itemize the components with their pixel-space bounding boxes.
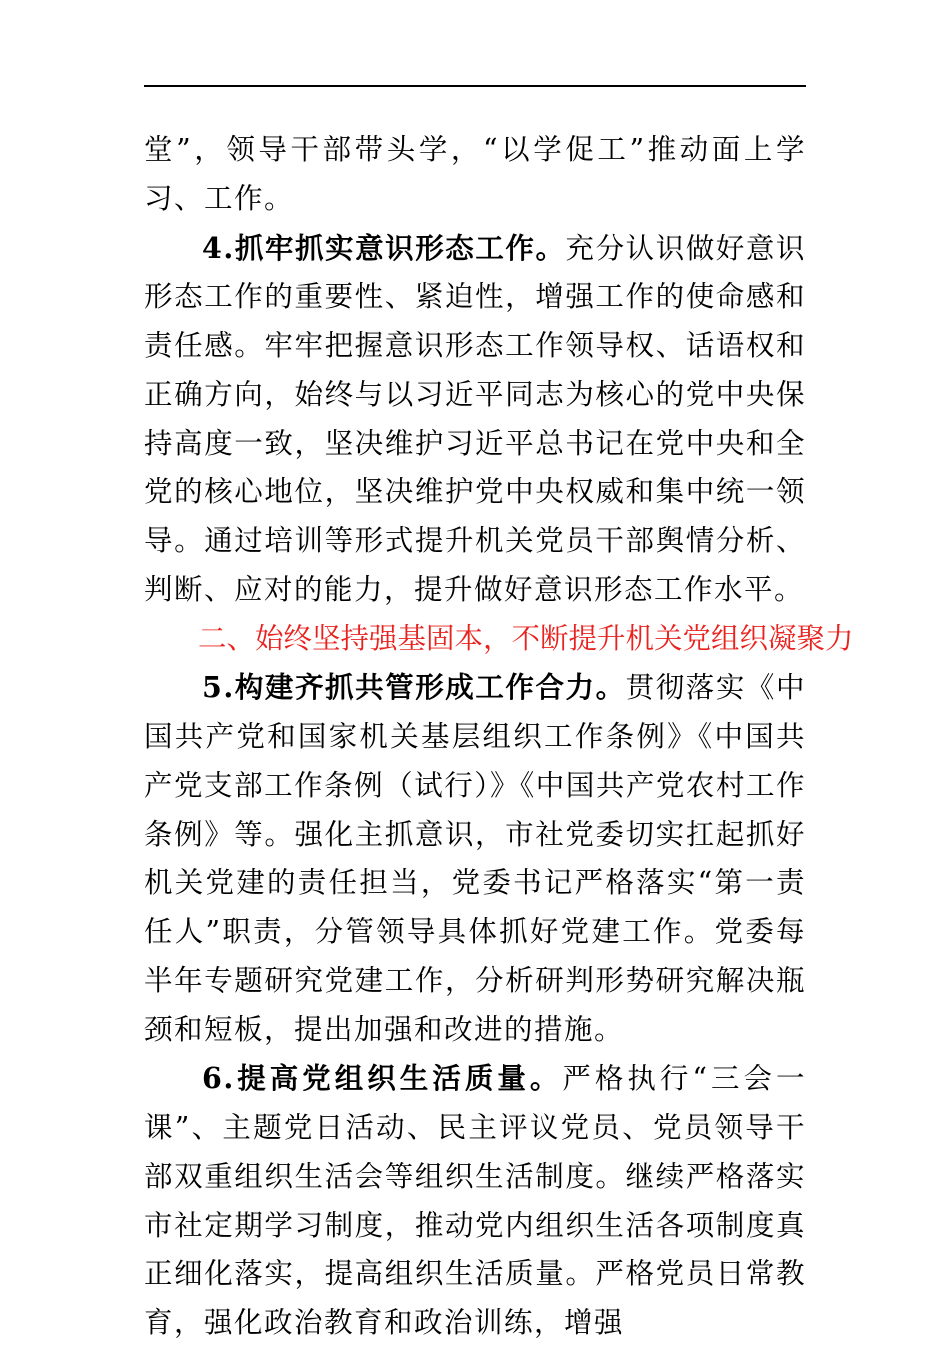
document-body [144,126,854,1348]
paragraph-item-6 [144,1054,806,1348]
paragraph-lead: 4.抓牢抓实意识形态工作。 [202,230,566,265]
paragraph-text: 贯彻落实《中国共产党和国家机关基层组织工作条例》《中国共产党支部工作条例（试行）》《中国共产党农村工作条例》等。强化主抓意识，市社党委切实扛起抓好机关党建的责任担当，党委书记严格落实“第一责任人”职责，分管领导具体抓好党建工作。党委每半年专题研究党建工作，分析研判形势研究解决瓶颈和短板，提出加强和改进的措施。 [144,671,806,1046]
section-heading: 二、始终坚持强基固本，不断提升机关党组织凝聚力 [198,621,854,655]
header-rule [144,85,806,87]
paragraph-item-4 [144,224,806,615]
paragraph-lead: 5.构建齐抓共管形成工作合力。 [202,670,626,705]
paragraph-text: 堂”，领导干部带头学，“以学促工”推动面上学习、工作。 [144,133,806,215]
paragraph-text: 严格执行“三会一课”、主题党日活动、民主评议党员、党员领导干部双重组织生活会等组织生活制度。继续严格落实市社定期学习制度，推动党内组织生活各项制度真正细化落实，提高组织生活质量。严格党员日常教育，强化政治教育和政治训练，增强 [144,1062,806,1339]
paragraph-text: 充分认识做好意识形态工作的重要性、紧迫性，增强工作的使命感和责任感。牢牢把握意识形态工作领导权、话语权和正确方向，始终与以习近平同志为核心的党中央保持高度一致，坚决维护习近平总书记在党中央和全党的核心地位，坚决维护党中央权威和集中统一领导。通过培训等形式提升机关党员干部舆情分析、判断、应对的能力，提升做好意识形态工作水平。 [144,231,806,606]
paragraph-lead: 6.提高党组织生活质量。 [202,1061,563,1096]
paragraph-continuation [144,126,806,224]
paragraph-item-5 [144,663,806,1054]
